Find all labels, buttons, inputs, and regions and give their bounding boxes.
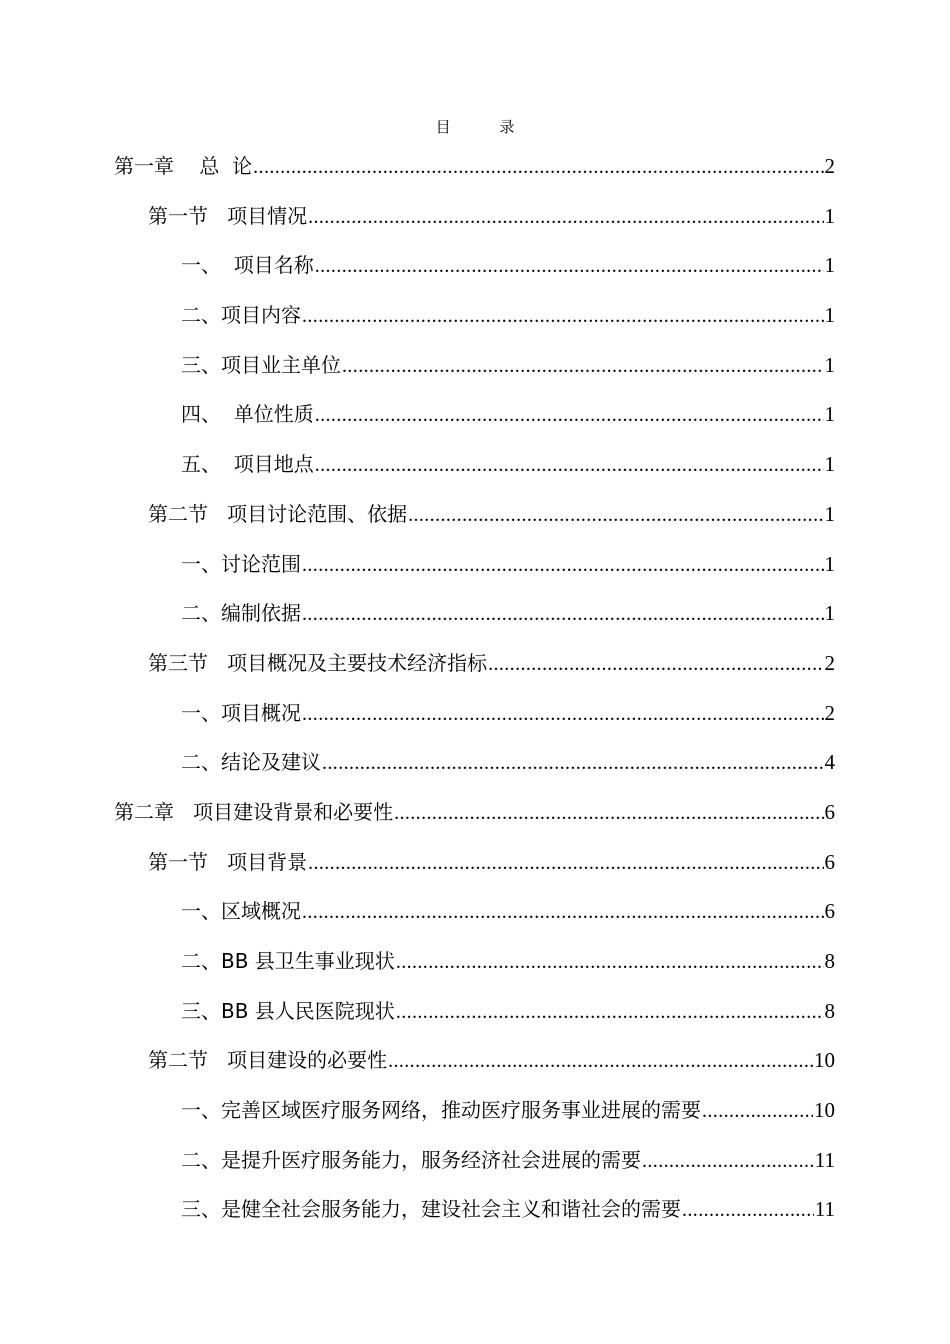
dot-leader bbox=[702, 1087, 813, 1136]
toc-page-number: 1 bbox=[824, 303, 835, 328]
dot-leader bbox=[302, 888, 824, 937]
toc-subsection[interactable] bbox=[0, 440, 950, 490]
toc-entry-text: 一、讨论范围 bbox=[181, 551, 301, 576]
dot-leader bbox=[302, 590, 824, 639]
toc-chapter-1[interactable] bbox=[0, 142, 950, 192]
toc-page-number: 8 bbox=[824, 998, 835, 1023]
dot-leader bbox=[302, 690, 824, 739]
toc-entry-text: 第二节 项目建设的必要性 bbox=[148, 1048, 388, 1073]
toc-subsection[interactable] bbox=[0, 689, 950, 739]
toc-entry-text: 第一节 项目背景 bbox=[148, 849, 308, 874]
toc-subsection[interactable] bbox=[0, 887, 950, 937]
toc-chapter-2[interactable] bbox=[0, 788, 950, 838]
dot-leader bbox=[308, 193, 823, 242]
toc-subsection[interactable] bbox=[0, 341, 950, 391]
toc-page-number: 4 bbox=[824, 750, 835, 775]
toc-section[interactable] bbox=[0, 1036, 950, 1086]
toc-page-number: 6 bbox=[824, 799, 835, 824]
toc-page-number: 1 bbox=[824, 402, 835, 427]
toc-entry-text: 三、BB 县人民医院现状 bbox=[181, 998, 395, 1023]
toc-entry-text: 二、结论及建议 bbox=[181, 750, 321, 775]
toc-subsection[interactable] bbox=[0, 738, 950, 788]
toc-entry-text: 第三节 项目概况及主要技术经济指标 bbox=[148, 650, 488, 675]
toc-page-number: 2 bbox=[824, 154, 835, 178]
toc-page-number: 8 bbox=[824, 949, 835, 973]
toc-entry-text: 三、项目业主单位 bbox=[181, 352, 341, 377]
toc-subsection[interactable] bbox=[0, 1136, 950, 1186]
dot-leader bbox=[682, 1186, 814, 1235]
toc-entry-text: 二、BB 县卫生事业现状 bbox=[181, 949, 395, 973]
toc-section[interactable] bbox=[0, 639, 950, 689]
toc-page-number: 1 bbox=[824, 253, 835, 278]
dot-leader bbox=[308, 839, 823, 888]
toc-entry-text: 第一章 总 论 bbox=[114, 154, 253, 178]
toc-page-number: 10 bbox=[814, 1098, 835, 1123]
toc-page-number: 1 bbox=[824, 501, 835, 526]
toc-page-number: 2 bbox=[824, 650, 835, 675]
toc-subsection[interactable] bbox=[0, 241, 950, 291]
toc-page-number: 10 bbox=[814, 1048, 835, 1073]
toc-subsection[interactable] bbox=[0, 937, 950, 987]
dot-leader bbox=[388, 1037, 813, 1086]
toc-page-number: 6 bbox=[824, 849, 835, 874]
toc-section[interactable] bbox=[0, 490, 950, 540]
toc-page-number: 1 bbox=[824, 352, 835, 377]
toc-subsection[interactable] bbox=[0, 1086, 950, 1136]
toc-subsection[interactable] bbox=[0, 291, 950, 341]
toc-entry-text: 二、是提升医疗服务能力，服务经济社会进展的需要 bbox=[181, 1147, 641, 1172]
toc-title: 目 录 bbox=[435, 118, 537, 136]
toc-page-number: 11 bbox=[814, 1147, 835, 1172]
dot-leader bbox=[302, 541, 824, 590]
toc-entry-text: 四、 单位性质 bbox=[181, 402, 314, 427]
toc-entry-text: 第二节 项目讨论范围、依据 bbox=[148, 501, 408, 526]
toc-section[interactable] bbox=[0, 838, 950, 888]
toc-entry-text: 第一节 项目情况 bbox=[148, 203, 308, 228]
dot-leader bbox=[315, 242, 824, 291]
toc-page-number: 1 bbox=[824, 551, 835, 576]
toc-page-number: 1 bbox=[824, 203, 835, 228]
dot-leader bbox=[253, 143, 823, 192]
toc-subsection[interactable] bbox=[0, 987, 950, 1037]
toc-entry-text: 第二章 项目建设背景和必要性 bbox=[114, 799, 394, 824]
toc-entry-text: 三、是健全社会服务能力，建设社会主义和谐社会的需要 bbox=[181, 1197, 681, 1222]
toc-entry-text: 一、项目概况 bbox=[181, 700, 301, 725]
dot-leader bbox=[302, 292, 824, 341]
toc-entry-text: 二、项目内容 bbox=[181, 303, 301, 328]
toc-entry-text: 二、编制依据 bbox=[181, 601, 301, 626]
toc-entry-text: 一、完善区域医疗服务网络，推动医疗服务事业进展的需要 bbox=[181, 1098, 701, 1123]
toc-subsection[interactable] bbox=[0, 540, 950, 590]
dot-leader bbox=[342, 342, 824, 391]
toc-entry-text: 一、区域概况 bbox=[181, 899, 301, 924]
toc-subsection[interactable] bbox=[0, 1185, 950, 1235]
dot-leader bbox=[315, 391, 824, 440]
toc-subsection[interactable] bbox=[0, 390, 950, 440]
dot-leader bbox=[396, 938, 824, 987]
toc-page-number: 11 bbox=[814, 1197, 835, 1222]
toc-section[interactable] bbox=[0, 192, 950, 242]
dot-leader bbox=[396, 988, 824, 1037]
dot-leader bbox=[315, 441, 824, 490]
dot-leader bbox=[322, 739, 824, 788]
dot-leader bbox=[408, 491, 823, 540]
toc-page-number: 1 bbox=[824, 601, 835, 626]
dot-leader bbox=[394, 789, 823, 838]
toc-page-number: 6 bbox=[824, 899, 835, 924]
toc-entry-text: 一、 项目名称 bbox=[181, 253, 314, 278]
toc-subsection[interactable] bbox=[0, 589, 950, 639]
toc-page-number: 2 bbox=[824, 700, 835, 725]
table-of-contents bbox=[0, 142, 950, 1235]
toc-page-number: 1 bbox=[824, 452, 835, 477]
dot-leader bbox=[642, 1137, 814, 1186]
toc-entry-text: 五、 项目地点 bbox=[181, 452, 314, 477]
dot-leader bbox=[488, 640, 823, 689]
